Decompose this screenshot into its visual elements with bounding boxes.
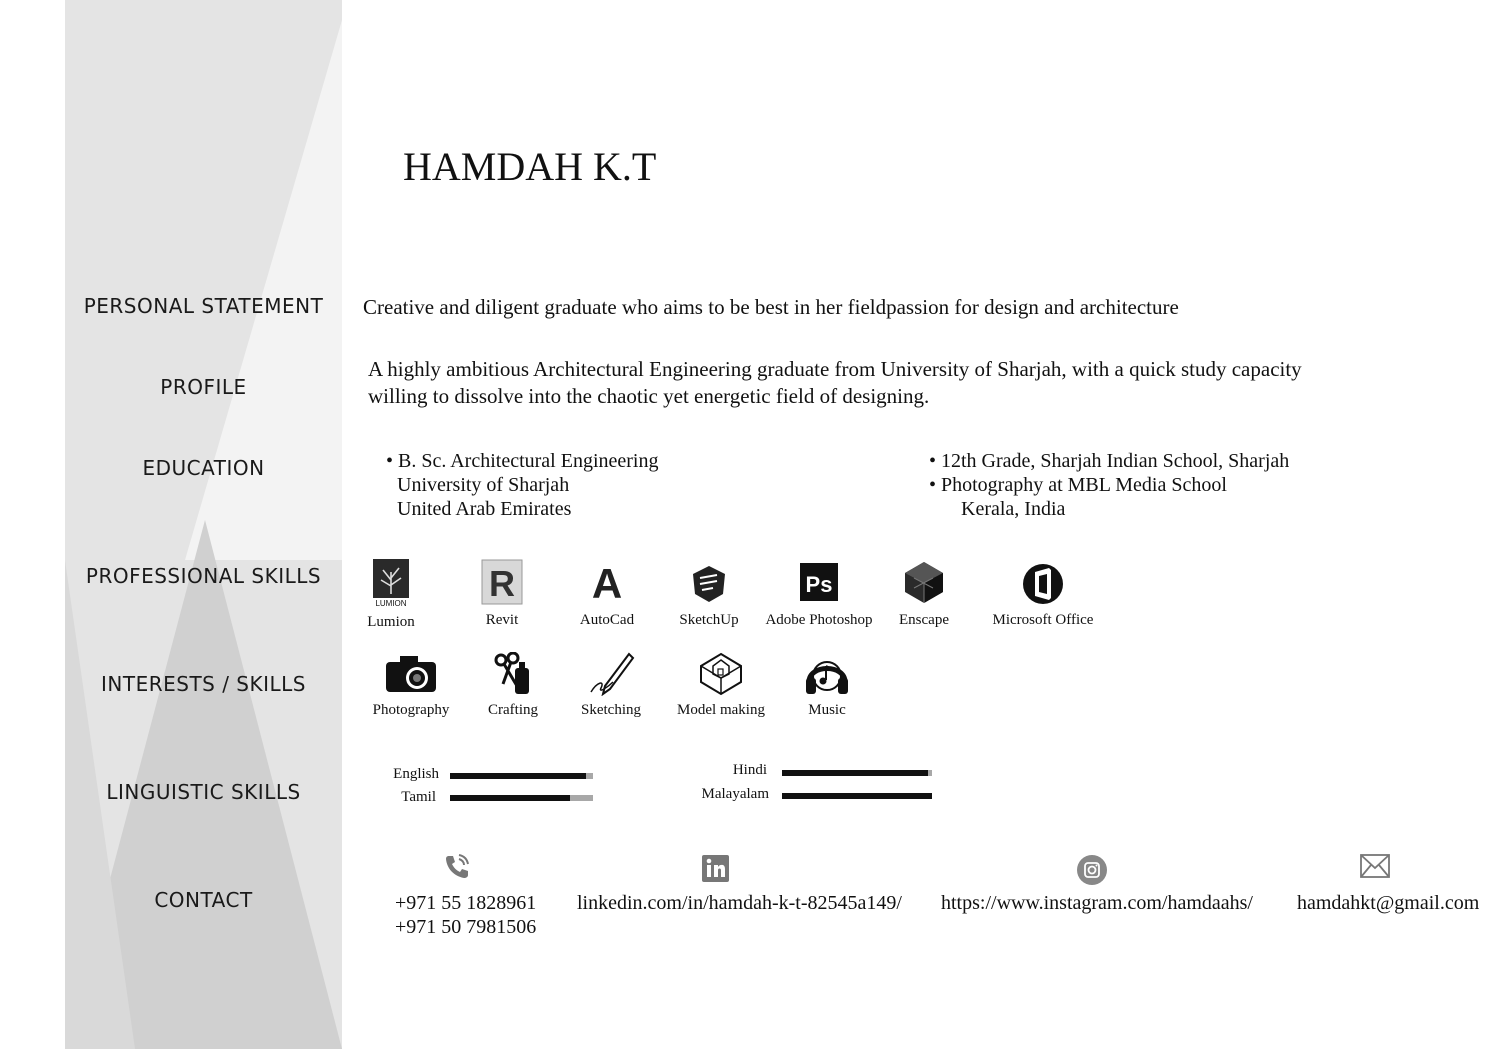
contact-email-link[interactable]: hamdahkt@gmail.com <box>1297 892 1480 914</box>
interest-sketching <box>556 652 666 719</box>
language-label-english: English <box>393 766 439 782</box>
skill-label: Lumion <box>367 614 415 630</box>
skill-lumion <box>336 558 446 631</box>
section-label-education: EDUCATION <box>142 456 265 480</box>
language-bar-malayalam <box>782 793 932 799</box>
contact-instagram-link[interactable]: https://www.instagram.com/hamdaahs/ <box>941 892 1253 914</box>
svg-text:A: A <box>591 560 623 606</box>
interest-model-making <box>666 652 776 719</box>
section-label-profile: PROFILE <box>160 375 247 399</box>
interest-label: Music <box>808 702 846 718</box>
instagram-icon <box>1076 854 1108 886</box>
education-right-line-1: • 12th Grade, Sharjah Indian School, Sharjah <box>929 450 1290 472</box>
education-left-line-3: United Arab Emirates <box>397 498 572 520</box>
skill-label: SketchUp <box>679 612 739 628</box>
skill-autocad <box>552 558 662 629</box>
phone-icon <box>444 853 470 879</box>
interest-crafting <box>458 652 568 719</box>
camera-icon <box>384 652 438 696</box>
headphones-icon <box>804 652 850 696</box>
education-left-line-1: • B. Sc. Architectural Engineering <box>386 450 659 472</box>
autocad-icon <box>587 558 627 606</box>
pencil-icon <box>587 652 635 696</box>
language-bar-fill <box>782 770 928 776</box>
skill-label: Microsoft Office <box>992 612 1094 628</box>
photoshop-icon <box>799 558 839 606</box>
contact-linkedin-link[interactable]: linkedin.com/in/hamdah-k-t-82545a149/ <box>577 892 902 914</box>
email-icon <box>1360 854 1390 878</box>
svg-text:LUMION: LUMION <box>375 599 407 608</box>
interest-music <box>772 652 882 719</box>
skill-label: Enscape <box>899 612 949 628</box>
lumion-icon <box>372 558 410 608</box>
personal-statement-text: Creative and diligent graduate who aims to be best in her fieldpassion for design and architecture <box>363 295 1179 319</box>
office-icon <box>1021 558 1065 606</box>
svg-text:Ps: Ps <box>805 572 833 597</box>
language-label-tamil: Tamil <box>401 789 436 805</box>
education-right-line-3: Kerala, India <box>961 498 1066 520</box>
language-bar-fill <box>450 773 586 779</box>
language-label-hindi: Hindi <box>732 762 767 778</box>
page-title: HAMDAH K.T <box>403 144 657 189</box>
skill-label: Adobe Photoshop <box>765 612 873 628</box>
interest-label: Photography <box>372 702 450 718</box>
skill-photoshop <box>764 558 874 629</box>
section-label-contact: CONTACT <box>154 888 253 912</box>
interest-label: Sketching <box>581 702 641 718</box>
skill-label: Revit <box>485 612 519 628</box>
language-bar-fill <box>450 795 570 801</box>
enscape-icon <box>902 558 946 606</box>
language-bar-english <box>450 773 593 779</box>
contact-phone-1[interactable]: +971 55 1828961 <box>395 892 537 914</box>
language-bar-hindi <box>782 770 932 776</box>
contact-phone-2[interactable]: +971 50 7981506 <box>395 916 537 938</box>
language-bar-fill <box>782 793 932 799</box>
section-label-linguistic: LINGUISTIC SKILLS <box>106 780 301 804</box>
skill-enscape <box>869 558 979 629</box>
interest-label: Crafting <box>488 702 538 718</box>
skill-revit <box>447 558 557 629</box>
svg-text:R: R <box>489 563 515 604</box>
sketchup-icon <box>689 558 729 606</box>
language-label-malayalam: Malayalam <box>701 786 769 802</box>
education-left-line-2: University of Sharjah <box>397 474 570 496</box>
language-bar-tamil <box>450 795 593 801</box>
section-label-professional-skills: PROFESSIONAL SKILLS <box>85 564 322 588</box>
section-label-personal-statement: PERSONAL STATEMENT <box>83 294 324 318</box>
revit-icon <box>481 558 523 606</box>
skill-sketchup <box>654 558 764 629</box>
section-label-interests: INTERESTS / SKILLS <box>101 672 306 696</box>
education-right-line-2: • Photography at MBL Media School <box>929 474 1227 496</box>
profile-line-1: A highly ambitious Architectural Engineering graduate from University of Sharjah, with a quick study capacity <box>368 357 1302 381</box>
linkedin-icon <box>702 855 729 882</box>
interest-photography <box>356 652 466 719</box>
profile-line-2: willing to dissolve into the chaotic yet energetic field of designing. <box>368 384 930 408</box>
scissors-icon <box>491 652 535 696</box>
interest-label: Model making <box>677 702 765 718</box>
skill-label: AutoCad <box>579 612 635 628</box>
house-model-icon <box>697 652 745 696</box>
skill-office <box>988 558 1098 629</box>
